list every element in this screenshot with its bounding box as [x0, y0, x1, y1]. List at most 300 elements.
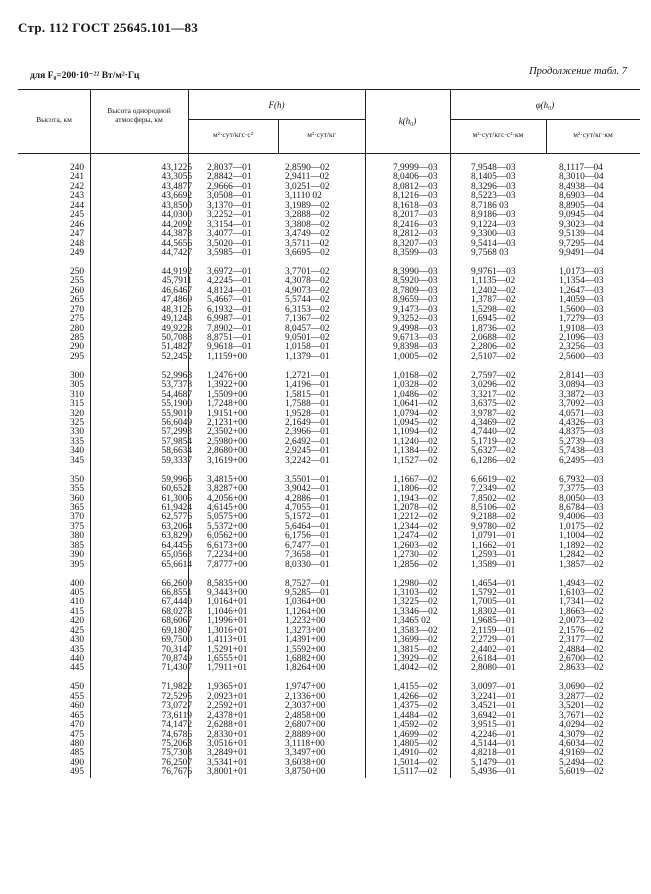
cell-k: 1,4699—02: [393, 729, 438, 740]
cell-k: 1,3929—02: [393, 654, 438, 664]
cell-phi-kg: 2,3177—02: [559, 635, 604, 646]
table-row: [18, 731, 640, 740]
cell-homogeneous-height: 46,6467: [161, 285, 192, 296]
cell-F-kg: 1,8264+00: [285, 663, 326, 674]
cell-phi-kg: 6,2495—03: [559, 455, 604, 466]
cell-F-kg: 8,7527—01: [285, 578, 330, 589]
cell-phi-kg: 3,2877—02: [559, 691, 604, 702]
table-row: [18, 740, 640, 749]
cell-F-kg: 3,5501—01: [285, 474, 330, 485]
table-row-group: [18, 683, 640, 777]
cell-F-kgs: 3,2252—01: [207, 210, 252, 221]
cell-phi-kg: 2,8633—02: [559, 663, 604, 674]
cell-phi-kg: 9,4006—03: [559, 512, 604, 523]
cell-k: 1,5014—02: [393, 757, 438, 768]
cell-k: 1,2730—02: [393, 550, 438, 561]
cell-homogeneous-height: 44,0300: [161, 210, 192, 221]
cell-height: 345: [69, 455, 84, 466]
cell-homogeneous-height: 60,6521: [161, 484, 192, 495]
cell-phi-kg: 1,0173—03: [559, 266, 604, 277]
cell-height: 240: [69, 163, 84, 173]
cell-F-kg: 6,3153—02: [285, 304, 330, 315]
cell-F-kg: 1,1264+00: [285, 606, 326, 617]
cell-F-kg: 3,0251—02: [285, 181, 330, 192]
cell-F-kgs: 3,2849+01: [207, 748, 248, 759]
cell-F-kgs: 1,6555+01: [207, 654, 248, 664]
cell-k: 8,2812—03: [393, 229, 438, 240]
cell-k: 1,3583—02: [393, 625, 438, 636]
cell-height: 420: [69, 616, 84, 627]
cell-F-kg: 3,3808—02: [285, 219, 330, 230]
for-note: для F₀=200·10⁻²² Вт/м²·Гц: [30, 71, 140, 81]
cell-k: 1,1240—02: [393, 436, 438, 447]
cell-height: 475: [69, 729, 84, 740]
cell-F-kgs: 1,7911+01: [207, 663, 248, 674]
cell-phi-kg: 9,3023—04: [559, 219, 604, 230]
cell-phi-kg: 8,3010—04: [559, 172, 604, 183]
cell-F-kg: 1,0364+00: [285, 597, 326, 608]
cell-height: 350: [69, 474, 84, 485]
cell-phi-kgs: 6,6619—02: [471, 474, 516, 485]
cell-height: 405: [69, 587, 84, 598]
cell-homogeneous-height: 43,8500: [161, 200, 192, 211]
cell-homogeneous-height: 44,2092: [161, 219, 192, 230]
cell-height: 455: [69, 691, 84, 702]
cell-height: 430: [69, 635, 84, 646]
cell-phi-kg: 1,8663—02: [559, 606, 604, 617]
cell-phi-kg: 2,4884—02: [559, 644, 604, 655]
cell-homogeneous-height: 67,4440: [161, 597, 192, 608]
cell-height: 310: [69, 389, 84, 400]
cell-phi-kgs: 3,4521—01: [471, 701, 516, 712]
cell-k: 1,4375—02: [393, 701, 438, 712]
cell-F-kg: 6,1756—01: [285, 531, 330, 542]
cell-phi-kg: 2,1096—03: [559, 332, 604, 343]
cell-F-kg: 6,7477—01: [285, 540, 330, 551]
cell-height: 300: [69, 370, 84, 381]
table-row: [18, 702, 640, 711]
cell-homogeneous-height: 44,9192: [161, 266, 192, 277]
cell-phi-kgs: 1,2593—01: [471, 550, 516, 561]
cell-phi-kg: 4,6034—02: [559, 739, 604, 749]
cell-phi-kgs: 1,2402—02: [471, 285, 516, 296]
cell-height: 340: [69, 446, 84, 457]
cell-F-kg: 9,0501—02: [285, 332, 330, 343]
cell-F-kgs: 2,2592+01: [207, 701, 248, 712]
cell-phi-kg: 1,1892—02: [559, 540, 604, 551]
cell-height: 325: [69, 417, 84, 428]
cell-homogeneous-height: 44,7427: [161, 247, 192, 258]
cell-homogeneous-height: 43,1225: [161, 163, 192, 173]
cell-phi-kgs: 8,1405—03: [471, 172, 516, 183]
table-row: [18, 749, 640, 758]
cell-F-kg: 5,1572—01: [285, 512, 330, 523]
table-row: [18, 608, 640, 617]
cell-F-kgs: 1,7248+00: [207, 399, 248, 410]
cell-height: 375: [69, 521, 84, 532]
cell-phi-kg: 2,6700—02: [559, 654, 604, 664]
cell-k: 1,0168—02: [393, 370, 438, 381]
cell-phi-kgs: 9,9780—02: [471, 521, 516, 532]
cell-phi-kgs: 4,5144—01: [471, 739, 516, 749]
cell-homogeneous-height: 65,6614: [161, 559, 192, 570]
cell-F-kg: 2,6807+00: [285, 720, 326, 731]
cell-homogeneous-height: 76,7676: [161, 767, 192, 778]
cell-homogeneous-height: 73,0727: [161, 701, 192, 712]
cell-k: 9,8398—03: [393, 342, 438, 353]
cell-phi-kgs: 9,2188—02: [471, 512, 516, 523]
cell-homogeneous-height: 55,1900: [161, 399, 192, 410]
cell-F-kgs: 1,1996+01: [207, 616, 248, 627]
cell-phi-kgs: 5,1719—02: [471, 436, 516, 447]
cell-height: 315: [69, 399, 84, 410]
cell-F-kg: 8,0457—02: [285, 323, 330, 334]
cell-F-kg: 8,0330—01: [285, 559, 330, 570]
cell-F-kgs: 3,1370—01: [207, 200, 252, 211]
cell-k: 1,2603—02: [393, 540, 438, 551]
cell-F-kgs: 2,8330+01: [207, 729, 248, 740]
cell-phi-kgs: 4,3469—02: [471, 417, 516, 428]
cell-k: 8,0812—03: [393, 181, 438, 192]
table-row: [18, 712, 640, 721]
cell-k: 1,2980—02: [393, 578, 438, 589]
cell-phi-kg: 8,1117—04: [559, 163, 603, 173]
cell-homogeneous-height: 75,7303: [161, 748, 192, 759]
cell-homogeneous-height: 72,5295: [161, 691, 192, 702]
header-phi-unit1: м²·сут/кгс·с²·км: [472, 130, 524, 139]
table-row: [18, 759, 640, 768]
page-header: Стр. 112 ГОСТ 25645.101—83: [18, 20, 199, 35]
cell-F-kgs: 1,9151+00: [207, 408, 248, 419]
cell-phi-kg: 9,9491—04: [559, 247, 604, 258]
cell-k: 1,4266—02: [393, 691, 438, 702]
cell-F-kg: 1,1379—01: [285, 351, 330, 362]
cell-k: 1,1527—02: [393, 455, 438, 466]
cell-k: 1,1667—02: [393, 474, 438, 485]
cell-k: 1,2078—02: [393, 502, 438, 513]
cell-height: 470: [69, 720, 84, 731]
cell-phi-kg: 1,4059—03: [559, 295, 604, 306]
cell-F-kgs: 1,2476+00: [207, 370, 248, 381]
data-table: [18, 89, 640, 787]
table-row: [18, 589, 640, 598]
cell-height: 245: [69, 210, 84, 221]
cell-height: 410: [69, 597, 84, 608]
cell-phi-kgs: 1,9685—01: [471, 616, 516, 627]
cell-phi-kgs: 4,7440—02: [471, 427, 516, 438]
cell-phi-kgs: 5,4936—01: [471, 767, 516, 778]
cell-F-kg: 2,8590—02: [285, 163, 330, 173]
cell-phi-kgs: 5,1479—01: [471, 757, 516, 768]
cell-F-kg: 4,9073—02: [285, 285, 330, 296]
cell-phi-kgs: 1,5298—02: [471, 304, 516, 315]
cell-height: 480: [69, 739, 84, 749]
cell-homogeneous-height: 43,6692: [161, 191, 192, 202]
cell-F-kgs: 1,9365+01: [207, 682, 248, 693]
cell-homogeneous-height: 52,9968: [161, 370, 192, 381]
cell-homogeneous-height: 56,6049: [161, 417, 192, 428]
cell-homogeneous-height: 43,4877: [161, 181, 192, 192]
cell-phi-kgs: 9,1224—03: [471, 219, 516, 230]
table-row-group: [18, 268, 640, 362]
cell-height: 246: [69, 219, 84, 230]
table-row: [18, 768, 640, 777]
cell-homogeneous-height: 44,5656: [161, 238, 192, 249]
cell-F-kgs: 1,4113+01: [207, 635, 248, 646]
table-row: [18, 353, 640, 362]
cell-phi-kgs: 5,6327—02: [471, 446, 516, 457]
cell-homogeneous-height: 49,1243: [161, 314, 192, 325]
cell-height: 305: [69, 380, 84, 391]
cell-phi-kgs: 2,7597—02: [471, 370, 516, 381]
cell-k: 1,0005—02: [393, 351, 438, 362]
table-body: [18, 164, 640, 778]
cell-phi-kgs: 1,8302—01: [471, 606, 516, 617]
cell-k: 8,3990—03: [393, 266, 438, 277]
cell-F-kgs: 3,6972—01: [207, 266, 252, 277]
cell-k: 8,2416—03: [393, 219, 438, 230]
cell-F-kgs: 2,9666—01: [207, 181, 252, 192]
cell-phi-kg: 4,8375—03: [559, 427, 604, 438]
cell-phi-kg: 3,7092—03: [559, 399, 604, 410]
cell-height: 465: [69, 710, 84, 721]
cell-phi-kg: 3,7671—02: [559, 710, 604, 721]
cell-F-kgs: 7,8777+00: [207, 559, 248, 570]
cell-phi-kgs: 4,8218—01: [471, 748, 516, 759]
cell-height: 415: [69, 606, 84, 617]
cell-height: 495: [69, 767, 84, 778]
cell-k: 9,4998—03: [393, 323, 438, 334]
cell-phi-kgs: 1,8736—02: [471, 323, 516, 334]
table-row: [18, 721, 640, 730]
cell-phi-kgs: 1,6945—02: [471, 314, 516, 325]
cell-homogeneous-height: 51,4827: [161, 342, 192, 353]
cell-phi-kgs: 7,8502—02: [471, 493, 516, 504]
cell-k: 8,1618—03: [393, 200, 438, 211]
cell-phi-kgs: 8,5223—03: [471, 191, 516, 202]
table-row: [18, 646, 640, 655]
cell-k: 1,1943—02: [393, 493, 438, 504]
cell-height: 250: [69, 266, 84, 277]
cell-homogeneous-height: 70,8749: [161, 654, 192, 664]
header-phi: φ(h₀): [535, 100, 555, 110]
cell-homogeneous-height: 49,9228: [161, 323, 192, 334]
cell-F-kgs: 4,2056+00: [207, 493, 248, 504]
cell-height: 265: [69, 295, 84, 306]
cell-homogeneous-height: 43,3055: [161, 172, 192, 183]
cell-height: 255: [69, 276, 84, 287]
cell-F-kgs: 2,8842—01: [207, 172, 252, 183]
cell-phi-kg: 8,6903—04: [559, 191, 604, 202]
cell-k: 1,3225—02: [393, 597, 438, 608]
cell-phi-kgs: 2,8080—01: [471, 663, 516, 674]
cell-k: 1,5117—02: [393, 767, 438, 778]
cell-k: 1,0486—02: [393, 389, 438, 400]
cell-F-kgs: 8,5835+00: [207, 578, 248, 589]
cell-F-kg: 2,9411—02: [285, 172, 330, 183]
cell-F-kg: 5,5744—02: [285, 295, 330, 306]
cell-height: 445: [69, 663, 84, 674]
cell-height: 280: [69, 323, 84, 334]
cell-k: 7,9999—03: [393, 163, 438, 173]
cell-homogeneous-height: 64,4456: [161, 540, 192, 551]
cell-k: 1,4155—02: [393, 682, 438, 693]
cell-homogeneous-height: 58,6634: [161, 446, 192, 457]
cell-homogeneous-height: 70,3147: [161, 644, 192, 655]
cell-height: 385: [69, 540, 84, 551]
cell-phi-kg: 2,0073—02: [559, 616, 604, 627]
header-k: k(h₀): [398, 116, 417, 126]
cell-F-kgs: 2,8680+00: [207, 446, 248, 457]
cell-F-kg: 3,9042—01: [285, 484, 330, 495]
cell-phi-kgs: 7,9548—03: [471, 163, 516, 173]
cell-phi-kg: 1,5600—03: [559, 304, 604, 315]
cell-phi-kg: 1,1004—02: [559, 531, 604, 542]
cell-phi-kgs: 3,6942—01: [471, 710, 516, 721]
cell-F-kgs: 3,8287+00: [207, 484, 248, 495]
cell-phi-kg: 1,0175—02: [559, 521, 604, 532]
cell-F-kgs: 3,4077—01: [207, 229, 252, 240]
cell-phi-kg: 4,3079—02: [559, 729, 604, 740]
cell-F-kg: 2,9245—01: [285, 446, 330, 457]
cell-F-kg: 1,9528—01: [285, 408, 330, 419]
cell-F-kgs: 3,5020—01: [207, 238, 252, 249]
cell-height: 295: [69, 351, 84, 362]
cell-height: 365: [69, 502, 84, 513]
cell-homogeneous-height: 74,6786: [161, 729, 192, 740]
cell-phi-kgs: 1,0791—01: [471, 531, 516, 542]
cell-phi-kg: 5,7438—03: [559, 446, 604, 457]
cell-F-kg: 2,6492—01: [285, 436, 330, 447]
cell-F-kgs: 5,0575+00: [207, 512, 248, 523]
cell-phi-kgs: 9,5414—03: [471, 238, 516, 249]
cell-height: 360: [69, 493, 84, 504]
cell-F-kgs: 4,8124—01: [207, 285, 252, 296]
cell-F-kgs: 3,5985—01: [207, 247, 252, 258]
table-row-group: [18, 476, 640, 570]
cell-F-kg: 2,8889+00: [285, 729, 326, 740]
cell-F-kgs: 6,0562+00: [207, 531, 248, 542]
cell-phi-kg: 4,4326—03: [559, 417, 604, 428]
cell-F-kg: 9,5285—01: [285, 587, 330, 598]
cell-height: 260: [69, 285, 84, 296]
cell-height: 241: [69, 172, 84, 183]
cell-F-kg: 3,4749—02: [285, 229, 330, 240]
cell-F-kgs: 1,1159+00: [207, 351, 248, 362]
cell-k: 8,2017—03: [393, 210, 438, 221]
table-row: [18, 164, 640, 173]
cell-k: 1,4592—02: [393, 720, 438, 731]
cell-phi-kgs: 2,2806—02: [471, 342, 516, 353]
cell-phi-kg: 8,0050—03: [559, 493, 604, 504]
cell-F-kgs: 3,3154—01: [207, 219, 252, 230]
cell-phi-kgs: 8,7186 03: [471, 200, 509, 211]
cell-homogeneous-height: 62,5776: [161, 512, 192, 523]
table-row: [18, 183, 640, 192]
cell-homogeneous-height: 52,2452: [161, 351, 192, 362]
cell-F-kgs: 1,3922+00: [207, 380, 248, 391]
cell-homogeneous-height: 59,9965: [161, 474, 192, 485]
cell-F-kg: 3,1989—02: [285, 200, 330, 211]
cell-F-kg: 1,9747+00: [285, 682, 326, 693]
cell-height: 370: [69, 512, 84, 523]
cell-height: 380: [69, 531, 84, 542]
cell-phi-kg: 8,6784—03: [559, 502, 604, 513]
cell-F-kgs: 3,0516+01: [207, 739, 248, 749]
cell-phi-kg: 1,9108—03: [559, 323, 604, 334]
cell-phi-kgs: 3,9787—02: [471, 408, 516, 419]
cell-F-kgs: 6,6173+00: [207, 540, 248, 551]
cell-homogeneous-height: 74,1472: [161, 720, 192, 731]
cell-F-kgs: 2,1231+00: [207, 417, 248, 428]
cell-phi-kg: 3,5201—02: [559, 701, 604, 712]
cell-height: 450: [69, 682, 84, 693]
cell-height: 390: [69, 550, 84, 561]
cell-phi-kgs: 9,9761—03: [471, 266, 516, 277]
cell-F-kg: 1,6882+00: [285, 654, 326, 664]
cell-F-kg: 1,2721—01: [285, 370, 330, 381]
cell-F-kgs: 1,5291+01: [207, 644, 248, 655]
cell-phi-kg: 1,7279—03: [559, 314, 604, 325]
cell-height: 330: [69, 427, 84, 438]
cell-phi-kg: 1,4943—02: [559, 578, 604, 589]
cell-phi-kg: 5,6019—02: [559, 767, 604, 778]
cell-F-kg: 2,4858+00: [285, 710, 326, 721]
cell-k: 8,9659—03: [393, 295, 438, 306]
cell-F-kgs: 7,8902—01: [207, 323, 252, 334]
table-row: [18, 249, 640, 258]
cell-F-kg: 1,2232+00: [285, 616, 326, 627]
cell-F-kg: 7,1367—02: [285, 314, 330, 325]
cell-F-kgs: 6,1932—01: [207, 304, 252, 315]
cell-k: 1,1384—02: [393, 446, 438, 457]
cell-F-kgs: 3,4815+00: [207, 474, 248, 485]
cell-phi-kg: 9,7295—04: [559, 238, 604, 249]
cell-k: 1,1094—02: [393, 427, 438, 438]
cell-phi-kgs: 1,7005—01: [471, 597, 516, 608]
cell-phi-kgs: 8,9186—03: [471, 210, 516, 221]
cell-F-kg: 3,6695—02: [285, 247, 330, 258]
header-homogeneous-height: Высота однородной атмосферы, км: [107, 106, 171, 124]
table-row: [18, 655, 640, 664]
table-row: [18, 693, 640, 702]
cell-F-kg: 1,4391+00: [285, 635, 326, 646]
cell-F-kg: 3,5711—02: [285, 238, 330, 249]
cell-homogeneous-height: 68,0278: [161, 606, 192, 617]
cell-F-kg: 2,1336+00: [285, 691, 326, 702]
cell-phi-kgs: 2,2729—01: [471, 635, 516, 646]
cell-F-kgs: 4,6145+00: [207, 502, 248, 513]
cell-homogeneous-height: 68,6067: [161, 616, 192, 627]
cell-height: 335: [69, 436, 84, 447]
cell-phi-kg: 4,0294—02: [559, 720, 604, 731]
cell-homogeneous-height: 59,3337: [161, 455, 192, 466]
cell-phi-kgs: 3,3217—02: [471, 389, 516, 400]
cell-k: 1,2474—02: [393, 531, 438, 542]
cell-F-kg: 2,1649—01: [285, 417, 330, 428]
cell-phi-kgs: 1,3787—02: [471, 295, 516, 306]
cell-homogeneous-height: 65,0563: [161, 550, 192, 561]
table-row-group: [18, 164, 640, 258]
cell-k: 9,1473—03: [393, 304, 438, 315]
cell-phi-kgs: 1,3589—01: [471, 559, 516, 570]
cell-phi-kg: 9,0945—04: [559, 210, 604, 221]
cell-phi-kg: 8,4938—04: [559, 181, 604, 192]
cell-homogeneous-height: 53,7378: [161, 380, 192, 391]
table-header: [18, 89, 640, 154]
cell-phi-kg: 8,8905—04: [559, 200, 604, 211]
cell-k: 1,3346—02: [393, 606, 438, 617]
